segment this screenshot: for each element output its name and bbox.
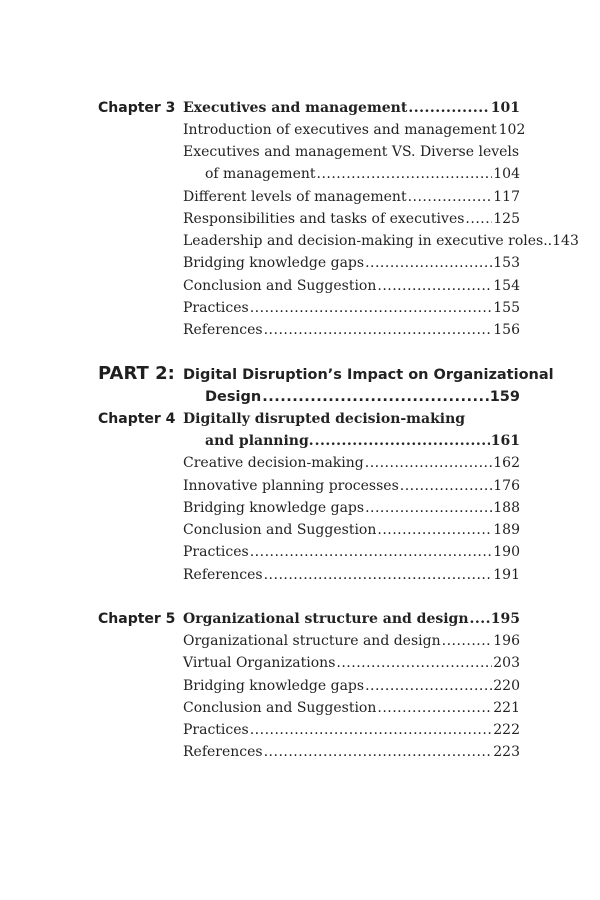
leader-dots	[365, 452, 493, 474]
chapter-4-label: Chapter 4	[98, 411, 176, 427]
leader-dots	[442, 630, 493, 652]
page-number: 104	[493, 166, 520, 182]
entry-title: Conclusion and Suggestion	[183, 700, 377, 716]
entry-title: Virtual Organizations	[183, 655, 336, 671]
toc-entry[interactable]	[183, 119, 526, 141]
toc-entry[interactable]	[183, 230, 579, 252]
toc-entry[interactable]	[183, 208, 520, 230]
page-number: 161	[490, 433, 520, 449]
page-number: 195	[490, 611, 520, 627]
chapter-3-heading[interactable]	[183, 97, 520, 119]
entry-title: Bridging knowledge gaps	[183, 500, 365, 516]
page-number: 203	[493, 655, 520, 671]
page-number: 156	[493, 322, 520, 338]
toc-entry[interactable]	[183, 519, 520, 541]
leader-dots	[408, 97, 489, 119]
toc-entry[interactable]	[183, 452, 520, 474]
chapter-title: Executives and management	[183, 100, 408, 116]
leader-dots	[264, 319, 493, 341]
leader-dots	[250, 541, 493, 563]
entry-title: References	[183, 567, 263, 583]
page-number: 196	[493, 633, 520, 649]
page-number: 154	[493, 278, 520, 294]
leader-dots	[377, 697, 492, 719]
toc-entry[interactable]	[183, 630, 520, 652]
entry-title: Leadership and decision-making in executive roles..	[183, 233, 553, 249]
part-title-line2: Design	[205, 389, 262, 405]
leader-dots	[336, 652, 492, 674]
toc-entry[interactable]	[183, 497, 520, 519]
entry-title: Conclusion and Suggestion	[183, 522, 377, 538]
page-number: 223	[493, 744, 520, 760]
toc-entry[interactable]	[183, 186, 520, 208]
leader-dots	[264, 564, 493, 586]
leader-dots	[400, 475, 492, 497]
chapter-4-heading[interactable]	[205, 430, 520, 452]
entry-title: Responsibilities and tasks of executives	[183, 211, 465, 227]
leader-dots	[250, 297, 493, 319]
page-number: 159	[489, 389, 520, 405]
chapter-title-line2: and planning.	[205, 433, 314, 449]
chapter-5-label: Chapter 5	[98, 611, 176, 627]
chapter-title: Organizational structure and design	[183, 611, 469, 627]
page-number: 190	[493, 544, 520, 560]
toc-entry[interactable]	[183, 252, 520, 274]
leader-dots	[408, 186, 493, 208]
page-number: 102	[498, 122, 526, 138]
leader-dots	[264, 741, 493, 763]
part-2-heading[interactable]	[205, 386, 520, 408]
entry-title: Conclusion and Suggestion	[183, 278, 377, 294]
entry-title: Bridging knowledge gaps	[183, 255, 365, 271]
entry-title: References	[183, 744, 263, 760]
toc-entry[interactable]	[183, 541, 520, 563]
leader-dots	[317, 163, 493, 185]
toc-entry[interactable]	[205, 163, 520, 185]
leader-dots	[465, 208, 492, 230]
toc-entry[interactable]	[183, 675, 520, 697]
page-number: 162	[493, 455, 520, 471]
entry-title: Practices	[183, 300, 249, 316]
leader-dots	[365, 675, 492, 697]
page-number: 176	[493, 478, 520, 494]
entry-title: Bridging knowledge gaps	[183, 678, 365, 694]
chapter-5-heading[interactable]	[183, 608, 520, 630]
leader-dots	[315, 430, 490, 452]
page-number: 101	[490, 100, 520, 116]
toc-entry[interactable]	[183, 697, 520, 719]
entry-title: Different levels of management	[183, 189, 407, 205]
leader-dots	[250, 719, 493, 741]
page-number: 221	[493, 700, 520, 716]
part-2-label: PART 2:	[98, 363, 175, 384]
page-number: 125	[493, 211, 520, 227]
entry-title: References	[183, 322, 263, 338]
part-2-title-line1[interactable]: Digital Disruption’s Impact on Organizational	[183, 367, 554, 383]
page-number: 155	[493, 300, 520, 316]
page-number: 188	[493, 500, 520, 516]
toc-entry[interactable]	[183, 275, 520, 297]
page-number: 191	[493, 567, 520, 583]
entry-title: Creative decision-making	[183, 455, 364, 471]
entry-title-line1[interactable]: Executives and management VS. Diverse levels	[183, 144, 520, 160]
leader-dots	[365, 252, 492, 274]
page-number: 189	[493, 522, 520, 538]
toc-entry[interactable]	[183, 741, 520, 763]
leader-dots	[470, 608, 490, 630]
page-number: 220	[493, 678, 520, 694]
page-number: 143	[552, 233, 579, 249]
entry-title: Practices	[183, 722, 249, 738]
entry-title: Practices	[183, 544, 249, 560]
leader-dots	[377, 519, 492, 541]
toc-entry[interactable]	[183, 475, 520, 497]
toc-entry[interactable]	[183, 564, 520, 586]
toc-entry[interactable]	[183, 297, 520, 319]
page-number: 153	[493, 255, 520, 271]
leader-dots	[365, 497, 492, 519]
entry-title-line2: of management	[205, 166, 316, 182]
chapter-4-title-line1[interactable]: Digitally disrupted decision-making	[183, 411, 466, 427]
toc-entry[interactable]	[183, 319, 520, 341]
leader-dots	[262, 386, 489, 408]
page-number: 117	[493, 189, 520, 205]
page-number: 222	[493, 722, 520, 738]
toc-entry[interactable]	[183, 652, 520, 674]
entry-title: Organizational structure and design	[183, 633, 441, 649]
entry-title: Introduction of executives and management	[183, 122, 497, 138]
toc-entry[interactable]	[183, 719, 520, 741]
leader-dots	[377, 275, 492, 297]
entry-title: Innovative planning processes	[183, 478, 399, 494]
chapter-3-label: Chapter 3	[98, 100, 176, 116]
